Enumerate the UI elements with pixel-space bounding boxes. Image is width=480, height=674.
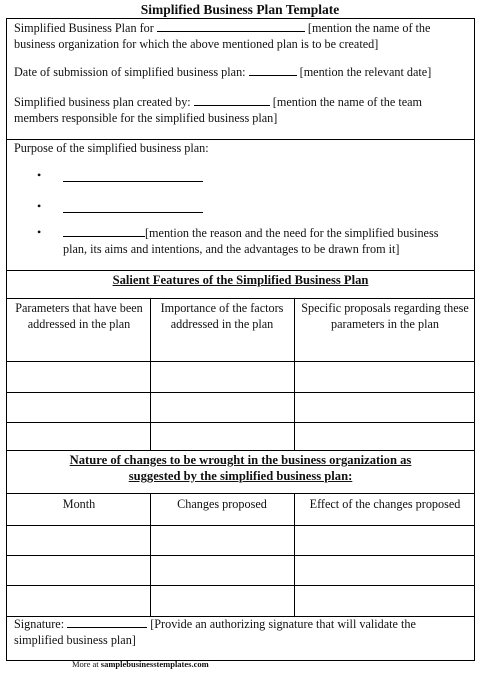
purpose-blank-2[interactable] bbox=[63, 201, 203, 213]
document-title: Simplified Business Plan Template bbox=[140, 2, 340, 17]
signature-note-cont: simplified business plan] bbox=[14, 633, 136, 647]
purpose-item-3 bbox=[63, 225, 471, 241]
date-blank[interactable] bbox=[249, 64, 297, 76]
table-row[interactable] bbox=[7, 362, 474, 392]
purpose-blank-3[interactable] bbox=[63, 225, 145, 237]
plan-for-label: Simplified Business Plan for bbox=[14, 21, 154, 35]
bullet-icon: • bbox=[37, 168, 42, 182]
divider bbox=[7, 270, 474, 271]
template-sheet bbox=[6, 18, 475, 661]
signature-label: Signature: bbox=[14, 617, 65, 631]
features-heading: Salient Features of the Simplified Business Plan bbox=[112, 273, 369, 287]
date-label: Date of submission of simplified business plan: bbox=[14, 65, 246, 79]
plan-for-note: [mention the name of the bbox=[307, 21, 431, 35]
features-col-header: Specific proposals regarding these parameters in the plan bbox=[301, 301, 469, 331]
bullet-icon: • bbox=[37, 225, 42, 239]
table-row[interactable] bbox=[7, 526, 474, 555]
date-row bbox=[14, 64, 431, 80]
created-by-label: Simplified business plan created by: bbox=[14, 95, 191, 109]
features-col-header: Parameters that have been addressed in the plan bbox=[15, 301, 143, 331]
plan-for-note-cont: business organization for which the above mentioned plan is to be created] bbox=[14, 37, 379, 51]
footer-site-link[interactable]: samplebusinesstemplates.com bbox=[100, 659, 209, 669]
signature-note: [Provide an authorizing signature that will validate the bbox=[150, 617, 416, 631]
table-row[interactable] bbox=[7, 423, 474, 450]
purpose-blank-1[interactable] bbox=[63, 170, 203, 182]
bullet-icon: • bbox=[37, 199, 42, 213]
table-row[interactable] bbox=[7, 586, 474, 616]
divider bbox=[7, 298, 474, 299]
table-row[interactable] bbox=[7, 393, 474, 422]
divider bbox=[7, 450, 474, 451]
purpose-label: Purpose of the simplified business plan: bbox=[14, 141, 209, 155]
created-by-blank[interactable] bbox=[194, 94, 270, 106]
table-row[interactable] bbox=[7, 556, 474, 585]
divider bbox=[7, 493, 474, 494]
created-by-row bbox=[14, 94, 422, 110]
changes-col-header: Effect of the changes proposed bbox=[309, 497, 461, 511]
changes-col-header: Month bbox=[62, 497, 96, 511]
plan-for-row bbox=[14, 20, 430, 36]
date-note: [mention the relevant date] bbox=[299, 65, 432, 79]
created-by-note: [mention the name of the team bbox=[272, 95, 423, 109]
created-by-note-cont: members responsible for the simplified business plan] bbox=[14, 111, 278, 125]
changes-heading-line-2: suggested by the simplified business plan: bbox=[128, 469, 353, 483]
changes-heading-line-1: Nature of changes to be wrought in the business organization as bbox=[69, 453, 412, 467]
purpose-third-note-cont: plan, its aims and intentions, and the advantages to be drawn from it] bbox=[63, 242, 400, 256]
purpose-third-note: [mention the reason and the need for the simplified business bbox=[145, 226, 439, 240]
signature-row bbox=[14, 616, 416, 632]
footer-credit bbox=[72, 659, 209, 669]
plan-for-blank[interactable] bbox=[157, 20, 305, 32]
footer-prefix: More at bbox=[72, 659, 99, 669]
features-col-header: Importance of the factors addressed in the plan bbox=[160, 301, 284, 331]
changes-col-header: Changes proposed bbox=[177, 497, 267, 511]
signature-blank[interactable] bbox=[67, 616, 147, 628]
